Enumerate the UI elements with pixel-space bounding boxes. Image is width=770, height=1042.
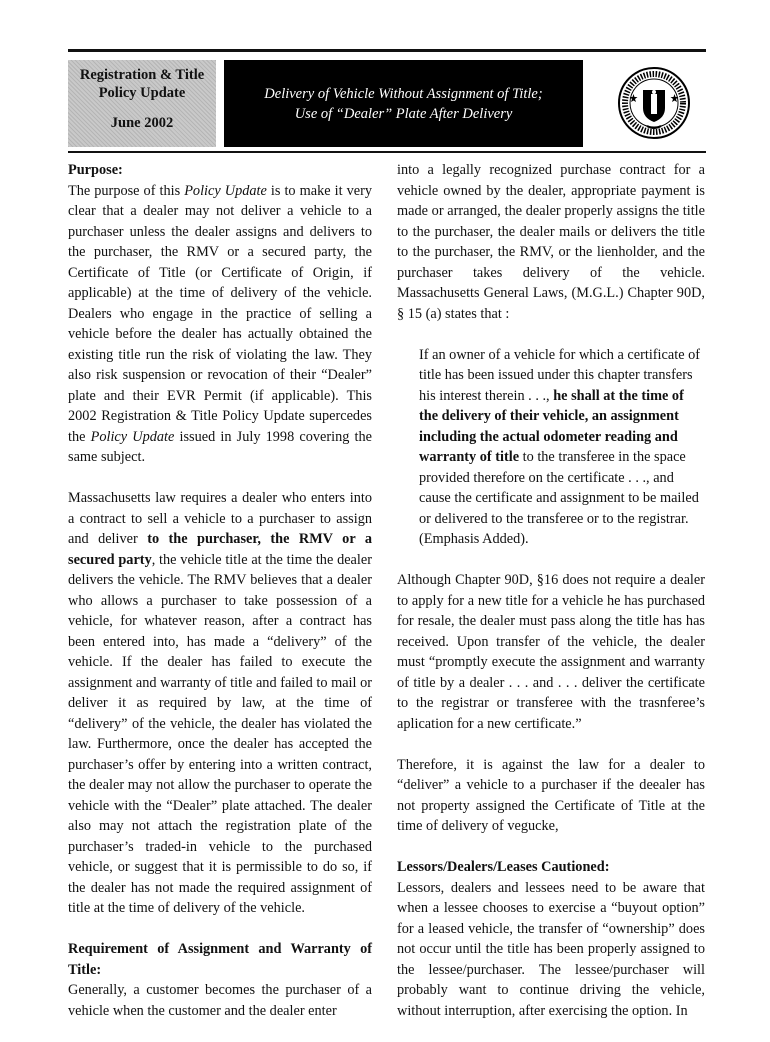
header-label-line1: Registration & Title (79, 67, 205, 83)
purpose-text-italic-1: Policy Update (184, 182, 267, 199)
purpose-paragraph (68, 160, 372, 468)
right-column (397, 160, 705, 1042)
lessors-heading: Lessors/Dealers/Leases Cautioned: (397, 859, 610, 875)
header-section-label (68, 60, 216, 147)
header-date: June 2002 (110, 115, 174, 131)
mass-law-text-a: Massachusetts law requires a dealer who enters into a contract to sell a vehicle to a purchaser to assign and deliver (68, 490, 372, 547)
header-bottom-rule (68, 151, 706, 153)
therefore-paragraph: Therefore, it is against the law for a dealer to “deliver” a vehicle to a purchaser if the deealer has not property assigned the Certificate of Title at the time of delivery of vegucke, (397, 756, 705, 834)
statute-quote-bold: he shall at the time of the delivery of their vehicle, an assignment including the actual odometer reading and warranty of title (419, 387, 684, 465)
purpose-text-c: is to make it very clear that a dealer may not deliver a vehicle to a purchaser unless the dealer assigns and delivers to the purchaser, the RMV or a secured party, the Certificate of Title (or Certificate of Origin, if applicable) at the time of delivery of the vehicle. Dealers who engage in the practice of selling a vehicle before the dealer has actually obtained the existing title run the risk of violating the law. They also risk suspension or revocation of their “Dealer” plate and their EVR Permit (if applicable). This 2002 Registration & Title Policy Update supercedes the (68, 182, 372, 445)
mass-law-text-c: , the vehicle title at the time the dealer delivers the vehicle. The RMV believes that a dealer who allows a purchaser to take possession of a vehicle, for whatever reason, after a contract has been entered into, has made a “delivery” of the vehicle. If the dealer has failed to execute the assignment and warranty of title and failed to mail or deliver it as required by law, at the time of “delivery” of the vehicle, the dealer has violated the law. Furthermore, once the dealer has accepted the purchaser’s offer by entering into a written contract, the dealer may not allow the purchaser to operate the vehicle with the “Dealer” plate attached. The dealer also may not attach the registration plate of the purchaser’s traded-in vehicle to the purchased vehicle, or suggest that it is permissible to do so, if the dealer has not made the required assignment of title at the time of delivery of the vehicle. (68, 551, 372, 916)
header-label-line2: Policy Update (98, 85, 186, 101)
chapter-90d-paragraph: Although Chapter 90D, §16 does not require a dealer to apply for a new title for a vehicle he has purchased for resale, the dealer must pass along the title has has received. Upon transfer of the vehicle, the dealer must “promptly execute the assignment and warranty of title by a dealer . . . and . . . deliver the certificate to the registrar or transferee with the trasnferee’s aplication for a new certificate.” (397, 572, 705, 732)
document-title-banner (224, 60, 583, 147)
purpose-text-italic-2: Policy Update (90, 428, 175, 445)
statute-quote (419, 345, 705, 550)
document-title-line2: Use of “Dealer” Plate After Delivery (294, 106, 513, 122)
left-column (68, 160, 372, 1042)
requirement-heading: Requirement of Assignment and Warranty of Title: (68, 941, 372, 978)
massachusetts-law-paragraph (68, 488, 372, 919)
lessors-text: Lessors, dealers and lessees need to be aware that when a lessee chooses to exercise a “buyout option” for a leased vehicle, the transfer of “ownership” does not occur until the title has been properly assigned to the lessee/purchaser. The lessee/purchaser will probably want to continue driving the vehicle, without interruption, after exercising the option. In (397, 879, 705, 1019)
document-title-line1: Delivery of Vehicle Without Assignment of Title; (264, 86, 543, 102)
header-top-rule (68, 49, 706, 52)
purpose-heading: Purpose: (68, 162, 123, 178)
massachusetts-seal-icon (617, 66, 691, 140)
statute-quote-a: If an owner of a vehicle for which a certificate of title has been issued under this chapter transfers his interest therein . . ., (419, 346, 701, 404)
requirement-text: Generally, a customer becomes the purchaser of a vehicle when the customer and the dealer enter (68, 982, 372, 1019)
mass-law-text-bold: to the purchaser, the RMV or a secured party (68, 531, 372, 568)
statute-quote-c: to the transferee in the space provided therefore on the certificate . . ., and cause the certificate and assignment to be mailed or delivered to the transferee or to the registrar. (Emphasis Added). (419, 449, 699, 547)
requirement-paragraph (68, 939, 372, 1021)
purchase-contract-paragraph: into a legally recognized purchase contract for a vehicle owned by the dealer, appropriate payment is made or arranged, the dealer properly assigns the title to the purchaser, the dealer mails or delivers the title to the purchaser, the RMV, or the lienholder, and the purchaser takes delivery of the vehicle. Massachusetts General Laws, (M.G.L.) Chapter 90D, § 15 (a) states that : (397, 162, 705, 322)
purpose-text-a: The purpose of this (68, 182, 185, 199)
purpose-text-e: issued in July 1998 covering the same subject. (68, 428, 372, 465)
lessors-paragraph (397, 857, 705, 1021)
